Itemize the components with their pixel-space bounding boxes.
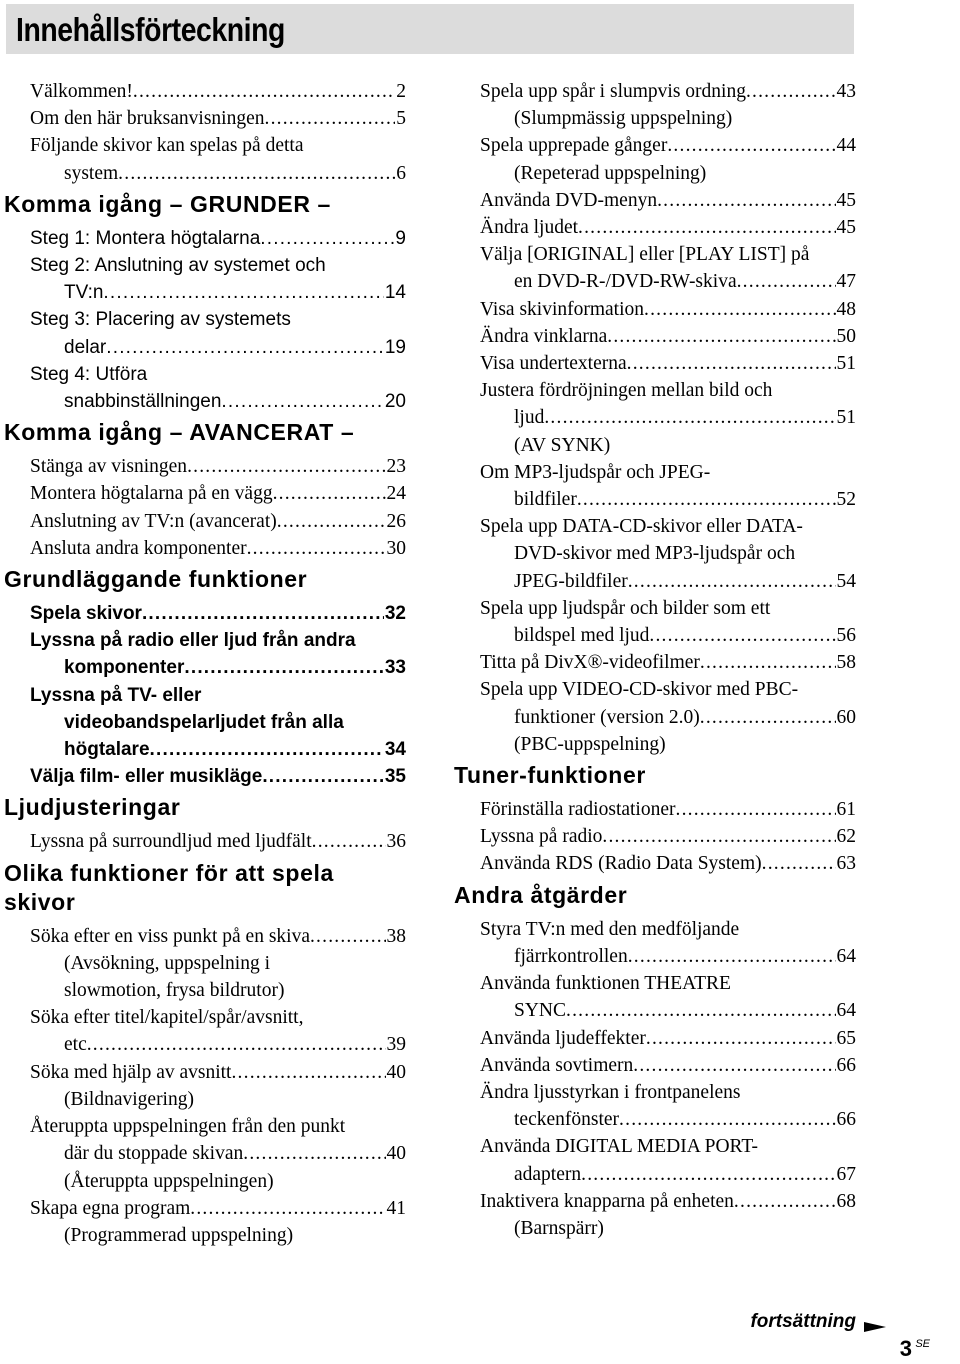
toc-page-number: 36 — [386, 831, 406, 853]
toc-entry[interactable] — [454, 796, 856, 823]
dot-leader — [657, 187, 835, 214]
toc-page-number: 45 — [836, 217, 856, 239]
toc-entry-text: Spela skivor — [30, 603, 142, 625]
toc-entry-text: Söka med hjälp av avsnitt — [30, 1061, 232, 1083]
toc-entry-text: en DVD-R-/DVD-RW-skiva — [514, 271, 737, 293]
toc-page-number: 68 — [836, 1190, 856, 1212]
toc-entry[interactable] — [454, 78, 856, 132]
toc-entry-row — [480, 704, 856, 731]
toc-entry-row — [480, 823, 856, 850]
toc-page-number: 9 — [395, 227, 406, 249]
section-heading: Grundläggande funktioner — [4, 566, 308, 593]
toc-entry-text: funktioner (version 2.0) — [514, 706, 700, 728]
toc-entry-row — [480, 268, 856, 295]
toc-entry[interactable] — [4, 535, 406, 562]
toc-entry-text: Steg 2: Anslutning av systemet och — [30, 255, 326, 277]
toc-entry-text: Använda sovtimern — [480, 1054, 634, 1076]
toc-page-number: 20 — [384, 391, 406, 413]
section-heading: Olika funktioner för att spela skivor — [4, 859, 334, 915]
toc-entry-text: Ändra vinklarna — [480, 325, 608, 347]
dot-leader — [644, 296, 835, 323]
toc-entry[interactable] — [454, 459, 856, 513]
toc-entry[interactable] — [454, 823, 856, 850]
toc-entry-text: Följande skivor kan spelas på detta — [30, 135, 304, 157]
toc-entry-text: videobandspelarljudet från alla — [64, 711, 344, 733]
toc-entry-row — [30, 828, 406, 855]
dot-leader — [762, 850, 836, 877]
toc-entry[interactable] — [4, 105, 406, 132]
toc-entry-row — [480, 1161, 856, 1188]
dot-leader — [133, 78, 395, 105]
toc-entry[interactable] — [4, 78, 406, 105]
dot-leader — [734, 1188, 836, 1215]
toc-entry-text: Om den här bruksanvisningen — [30, 108, 265, 130]
page-number: 3 — [899, 1336, 912, 1361]
toc-page-number: 6 — [396, 162, 406, 184]
toc-entry-subtitle: (Återuppta uppspelningen) — [64, 1170, 274, 1192]
toc-page-number: 2 — [396, 81, 406, 102]
toc-page-number: 52 — [836, 489, 856, 511]
toc-entry-row — [480, 622, 856, 649]
dot-leader — [142, 600, 384, 627]
toc-entry-row — [30, 1059, 406, 1086]
toc-page-number: 40 — [386, 1061, 406, 1083]
toc-entry[interactable] — [4, 453, 406, 480]
page-title: Innehållsförteckning — [16, 11, 285, 48]
toc-entry-text: Justera fördröjningen mellan bild och — [480, 380, 773, 402]
toc-entry[interactable] — [4, 252, 406, 306]
toc-entry-text: Spela upprepade gånger — [480, 135, 668, 157]
dot-leader — [628, 943, 836, 970]
toc-page-number: 56 — [836, 625, 856, 647]
toc-entry[interactable] — [4, 600, 406, 627]
toc-entry-text: Använda ljudeffekter — [480, 1027, 646, 1049]
toc-entry-text: Ansluta andra komponenter — [30, 537, 247, 559]
toc-entry-subtitle: (Barnspärr) — [514, 1217, 604, 1239]
toc-entry-text: system — [64, 162, 119, 184]
dot-leader — [187, 453, 385, 480]
dot-leader — [700, 704, 836, 731]
toc-entry[interactable] — [4, 225, 406, 252]
section-heading: Komma igång – GRUNDER – — [4, 190, 331, 217]
toc-page-number: 44 — [836, 135, 856, 157]
dot-leader — [221, 388, 383, 415]
dot-leader — [184, 654, 384, 681]
toc-entry-text: Om MP3-ljudspår och JPEG- — [480, 461, 711, 483]
toc-page-number: 63 — [836, 853, 856, 875]
toc-page-number: 23 — [386, 456, 406, 478]
toc-entry-row — [30, 535, 406, 562]
dot-leader — [262, 763, 384, 790]
toc-entry-text: komponenter — [64, 657, 185, 679]
toc-entry[interactable] — [4, 480, 406, 507]
toc-page-number: 26 — [386, 510, 406, 532]
toc-entry-text: Skapa egna program — [30, 1197, 191, 1219]
toc-entry-text: Välja [ORIGINAL] eller [PLAY LIST] på — [480, 244, 810, 266]
dot-leader — [260, 225, 394, 252]
toc-entry-text: Styra TV:n med den medföljande — [480, 918, 740, 940]
toc-entry-text: Titta på DivX®-videofilmer — [480, 652, 700, 674]
toc-entry-row — [30, 388, 406, 415]
dot-leader — [243, 1140, 385, 1167]
toc-entry-row — [480, 997, 856, 1024]
toc-entry-row — [30, 78, 406, 105]
toc-entry-text: Montera högtalarna på en vägg — [30, 483, 273, 505]
section-heading: Tuner-funktioner — [454, 762, 646, 789]
toc-page-number: 34 — [384, 739, 406, 761]
toc-entry-subtitle: (Slumpmässig uppspelning) — [514, 108, 733, 130]
toc-entry-row — [480, 1025, 856, 1052]
toc-entry-row — [30, 763, 406, 790]
toc-page-number: 30 — [386, 537, 406, 559]
toc-page-number: 14 — [384, 282, 406, 304]
section-heading: Ljudjusteringar — [4, 794, 181, 821]
toc-entry[interactable] — [454, 850, 856, 877]
dot-leader — [746, 78, 836, 105]
toc-page-number: 58 — [836, 652, 856, 674]
toc-entry-text: där du stoppade skivan — [64, 1143, 244, 1165]
toc-entry-row — [30, 600, 406, 627]
toc-entry-text: Lyssna på TV- eller — [30, 684, 202, 706]
toc-entry-text: Spela upp spår i slumpvis ordning — [480, 81, 746, 102]
toc-page-number: 40 — [386, 1143, 406, 1165]
toc-entry-row — [30, 736, 406, 763]
toc-entry-text: Stänga av visningen — [30, 456, 188, 478]
toc-entry[interactable] — [454, 1052, 856, 1079]
toc-entry-subtitle: (Bildnavigering) — [64, 1088, 194, 1110]
toc-page-number: 66 — [836, 1109, 856, 1131]
dot-leader — [231, 1059, 385, 1086]
toc-entry-row — [480, 568, 856, 595]
toc-entry-text: Visa skivinformation — [480, 298, 645, 320]
toc-entry[interactable] — [454, 1188, 856, 1242]
dot-leader — [581, 1161, 835, 1188]
dot-leader — [273, 480, 386, 507]
toc-entry-row — [480, 214, 856, 241]
toc-entry-row — [30, 160, 406, 187]
toc-entry[interactable] — [454, 595, 856, 649]
toc-entry-text: Lyssna på radio — [480, 826, 603, 848]
toc-entry-row — [30, 225, 406, 252]
toc-entry-subtitle: slowmotion, frysa bildrutor) — [64, 980, 285, 1002]
toc-page-number: 33 — [384, 657, 406, 679]
toc-entry-text: Använda DIGITAL MEDIA PORT- — [480, 1136, 758, 1158]
toc-entry-text: fjärrkontrollen — [514, 945, 628, 967]
toc-entry-row — [30, 1140, 406, 1167]
toc-entry-row — [30, 334, 406, 361]
toc-entry-text: adaptern — [514, 1163, 582, 1185]
toc-entry[interactable] — [454, 377, 856, 459]
toc-entry[interactable] — [4, 132, 406, 186]
dot-leader — [150, 736, 384, 763]
toc-page-number: 47 — [836, 271, 856, 293]
toc-entry[interactable] — [4, 1113, 406, 1195]
toc-entry-row — [480, 1106, 856, 1133]
dot-leader — [628, 568, 836, 595]
dot-leader — [310, 923, 386, 950]
toc-entry[interactable] — [454, 513, 856, 595]
toc-entry-row — [480, 132, 856, 159]
toc-entry[interactable] — [454, 350, 856, 377]
toc-entry[interactable] — [454, 676, 856, 758]
dot-leader — [106, 334, 384, 361]
toc-page-number: 65 — [836, 1027, 856, 1049]
toc-page-number: 66 — [836, 1054, 856, 1076]
toc-entry-text: etc — [64, 1034, 87, 1056]
toc-entry-text: teckenfönster — [514, 1109, 620, 1131]
toc-entry-text: Ändra ljusstyrkan i frontpanelens — [480, 1081, 741, 1103]
toc-page-number: 43 — [836, 81, 856, 102]
toc-entry[interactable] — [4, 1059, 406, 1113]
toc-entry-subtitle: (AV SYNK) — [514, 434, 611, 456]
toc-entry-row — [480, 323, 856, 350]
toc-entry[interactable] — [454, 241, 856, 295]
dot-leader — [667, 132, 835, 159]
toc-page-number: 61 — [836, 799, 856, 821]
toc-entry[interactable] — [4, 627, 406, 681]
toc-page-number: 19 — [384, 336, 406, 358]
dot-leader — [87, 1031, 386, 1058]
toc-page-number: 67 — [836, 1163, 856, 1185]
toc-entry-text: Ändra ljudet — [480, 217, 579, 239]
toc-entry[interactable] — [4, 763, 406, 790]
toc-entry-text: Spela upp VIDEO-CD-skivor med PBC- — [480, 679, 799, 701]
toc-entry-row — [480, 1188, 856, 1215]
toc-entry-subtitle: (Repeterad uppspelning) — [514, 162, 707, 184]
dot-leader — [118, 160, 395, 187]
toc-entry-row — [30, 480, 406, 507]
toc-entry[interactable] — [454, 187, 856, 214]
toc-entry-row — [480, 943, 856, 970]
toc-page-number: 64 — [836, 1000, 856, 1022]
toc-page-number: 51 — [836, 407, 856, 429]
toc-entry[interactable] — [454, 649, 856, 676]
toc-entry[interactable] — [454, 1025, 856, 1052]
toc-entry-text: SYNC — [514, 1000, 567, 1022]
toc-entry-row — [480, 1052, 856, 1079]
dot-leader — [619, 1106, 835, 1133]
toc-entry-text: Inaktivera knapparna på enheten — [480, 1190, 734, 1212]
toc-left-column — [4, 78, 406, 1249]
toc-entry-row — [30, 1031, 406, 1058]
toc-entry[interactable] — [454, 970, 856, 1024]
section-heading: Andra åtgärder — [454, 881, 628, 908]
toc-page-number: 48 — [836, 298, 856, 320]
dot-leader — [312, 828, 386, 855]
toc-entry-text: bildspel med ljud — [514, 625, 650, 647]
dot-leader — [277, 508, 386, 535]
dot-leader — [247, 535, 386, 562]
toc-entry-text: JPEG-bildfiler — [514, 570, 628, 592]
toc-entry-row — [480, 296, 856, 323]
toc-entry[interactable] — [454, 132, 856, 186]
dot-leader — [602, 823, 835, 850]
section-heading: Komma igång – AVANCERAT – — [4, 419, 355, 446]
toc-entry[interactable] — [4, 923, 406, 1005]
toc-entry-text: Steg 4: Utföra — [30, 363, 148, 385]
dot-leader — [607, 323, 835, 350]
toc-entry-subtitle: (Avsökning, uppspelning i — [64, 952, 271, 974]
toc-entry-text: Söka efter titel/kapitel/spår/avsnitt, — [30, 1007, 304, 1029]
toc-entry[interactable] — [454, 916, 856, 970]
toc-entry[interactable] — [454, 296, 856, 323]
continued-arrow-icon — [864, 1322, 886, 1332]
toc-page-number: 54 — [836, 570, 856, 592]
toc-entry-row — [480, 486, 856, 513]
toc-entry-subtitle: (PBC-uppspelning) — [514, 733, 666, 755]
page-number-suffix: SE — [915, 1338, 930, 1350]
toc-entry-text: Spela upp ljudspår och bilder som ett — [480, 597, 771, 619]
toc-entry[interactable] — [4, 306, 406, 360]
toc-page-number: 38 — [386, 925, 406, 947]
toc-entry-text: Förinställa radiostationer — [480, 799, 676, 821]
title-bar — [6, 4, 854, 54]
toc-entry[interactable] — [4, 361, 406, 415]
dot-leader — [578, 214, 835, 241]
toc-entry[interactable] — [454, 214, 856, 241]
toc-entry-text: TV:n — [64, 282, 104, 304]
dot-leader — [676, 796, 836, 823]
toc-entry-row — [480, 187, 856, 214]
dot-leader — [633, 1052, 835, 1079]
toc-entry-row — [30, 654, 406, 681]
toc-entry-row — [30, 923, 406, 950]
toc-page-number: 60 — [836, 706, 856, 728]
toc-entry-row — [480, 404, 856, 431]
dot-leader — [649, 622, 835, 649]
toc-entry[interactable] — [4, 682, 406, 764]
dot-leader — [265, 105, 396, 132]
toc-entry-text: Lyssna på radio eller ljud från andra — [30, 630, 356, 652]
toc-entry-text: Spela upp DATA-CD-skivor eller DATA- — [480, 516, 803, 538]
toc-entry[interactable] — [4, 1195, 406, 1249]
toc-entry-text: Anslutning av TV:n (avancerat) — [30, 510, 277, 532]
toc-page-number: 5 — [396, 108, 406, 130]
toc-page-number: 45 — [836, 189, 856, 211]
dot-leader — [544, 404, 835, 431]
toc-entry[interactable] — [454, 1079, 856, 1133]
dot-leader — [190, 1195, 385, 1222]
toc-entry-text: ljud — [514, 407, 545, 429]
toc-entry-text: Använda RDS (Radio Data System) — [480, 853, 762, 875]
toc-right-column — [454, 78, 856, 1242]
toc-entry-text: delar — [64, 336, 107, 358]
toc-entry[interactable] — [4, 508, 406, 535]
toc-entry-row — [480, 850, 856, 877]
toc-page-number: 39 — [386, 1034, 406, 1056]
toc-entry-text: Visa undertexterna — [480, 353, 627, 375]
toc-page-number: 50 — [836, 325, 856, 347]
toc-entry-text: Söka efter en viss punkt på en skiva — [30, 925, 310, 947]
toc-entry-text: högtalare — [64, 739, 150, 761]
toc-page-number: 24 — [386, 483, 406, 505]
toc-entry-text: Välja film- eller musikläge — [30, 766, 263, 788]
toc-entry-text: DVD-skivor med MP3-ljudspår och — [514, 543, 796, 565]
continued-label: fortsättning — [750, 1311, 856, 1332]
dot-leader — [566, 997, 835, 1024]
toc-page-number: 35 — [384, 766, 406, 788]
toc-entry-text: Återuppta uppspelningen från den punkt — [30, 1116, 346, 1138]
toc-entry-row — [30, 105, 406, 132]
dot-leader — [103, 279, 383, 306]
toc-entry-row — [480, 78, 856, 105]
toc-entry-text: Använda funktionen THEATRE — [480, 973, 731, 995]
toc-entry-row — [480, 350, 856, 377]
dot-leader — [646, 1025, 836, 1052]
toc-entry-text: Lyssna på surroundljud med ljudfält — [30, 831, 312, 853]
toc-page-number: 41 — [386, 1197, 406, 1219]
toc-entry-row — [30, 279, 406, 306]
toc-entry-subtitle: (Programmerad uppspelning) — [64, 1224, 294, 1246]
dot-leader — [577, 486, 836, 513]
toc-entry-text: Välkommen! — [30, 81, 133, 102]
toc-entry-row — [30, 1195, 406, 1222]
toc-entry-text: Steg 1: Montera högtalarna — [30, 227, 261, 249]
toc-entry-row — [480, 796, 856, 823]
toc-page-number: 62 — [836, 826, 856, 848]
toc-entry[interactable] — [454, 323, 856, 350]
toc-page-number: 32 — [384, 603, 406, 625]
toc-entry-text: bildfiler — [514, 489, 577, 511]
dot-leader — [627, 350, 836, 377]
toc-entry[interactable] — [4, 1004, 406, 1058]
toc-entry-text: Använda DVD-menyn — [480, 189, 658, 211]
toc-entry-row — [30, 453, 406, 480]
toc-page-number: 51 — [836, 353, 856, 375]
toc-entry[interactable] — [454, 1133, 856, 1187]
toc-entry-row — [480, 649, 856, 676]
toc-entry-text: snabbinställningen — [64, 391, 222, 413]
toc-entry-row — [30, 508, 406, 535]
toc-page-number: 64 — [836, 945, 856, 967]
toc-entry[interactable] — [4, 828, 406, 855]
dot-leader — [737, 268, 836, 295]
dot-leader — [700, 649, 836, 676]
toc-entry-text: Steg 3: Placering av systemets — [30, 309, 291, 331]
